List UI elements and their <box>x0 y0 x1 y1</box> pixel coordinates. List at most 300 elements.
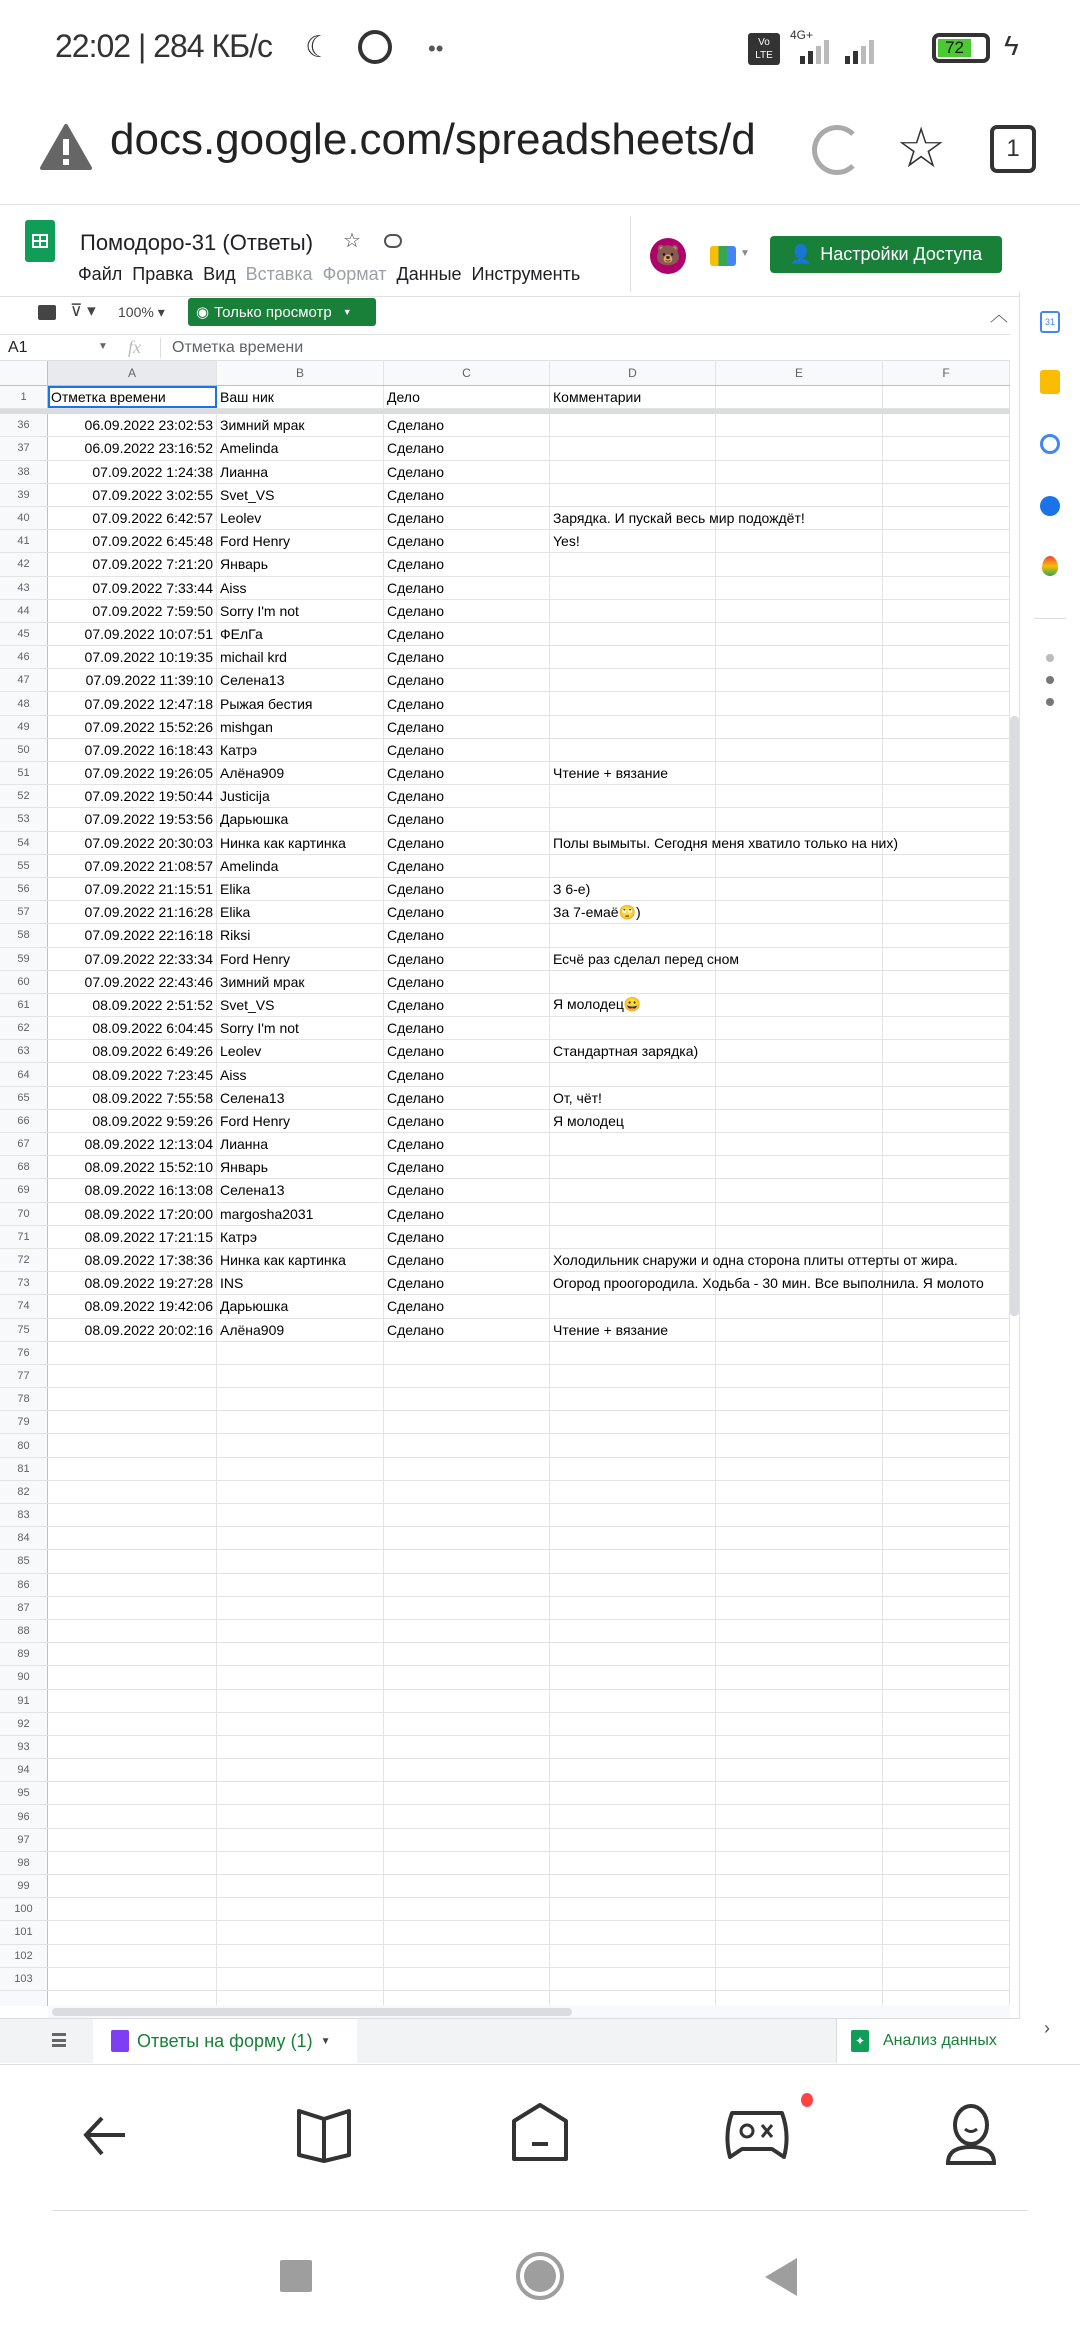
cell-comment[interactable]: Стандартная зарядка) <box>550 1040 716 1062</box>
cell-timestamp[interactable]: 07.09.2022 10:07:51 <box>48 623 217 645</box>
cell-timestamp[interactable]: 07.09.2022 7:21:20 <box>48 553 217 575</box>
row-number[interactable]: 45 <box>0 623 48 645</box>
cell-status[interactable]: Сделано <box>384 623 550 645</box>
cell-empty[interactable] <box>217 1666 384 1688</box>
cell-status[interactable]: Сделано <box>384 414 550 436</box>
cell-status[interactable]: Сделано <box>384 1226 550 1248</box>
cell-comment[interactable] <box>550 1226 716 1248</box>
cell-empty[interactable] <box>716 669 883 691</box>
cell-comment[interactable] <box>550 1156 716 1178</box>
cell-empty[interactable] <box>883 692 1010 714</box>
cell-empty[interactable] <box>883 1319 1010 1341</box>
cell-empty[interactable] <box>716 1504 883 1526</box>
cell-empty[interactable] <box>48 1620 217 1642</box>
menu-tools[interactable]: Инструменть <box>471 264 581 284</box>
cell-comment[interactable] <box>550 1133 716 1155</box>
cell-empty[interactable] <box>883 1829 1010 1851</box>
cell-empty[interactable] <box>883 1759 1010 1781</box>
cell-empty[interactable] <box>384 1550 550 1572</box>
cell-empty[interactable] <box>48 1597 217 1619</box>
cell-empty[interactable] <box>883 1063 1010 1085</box>
expand-panel-chevron-icon[interactable]: › <box>1044 2018 1050 2038</box>
cell-empty[interactable] <box>550 1945 716 1967</box>
cell-nick[interactable]: Дарьюшка <box>217 808 384 830</box>
cell-empty[interactable] <box>883 461 1010 483</box>
cell-empty[interactable] <box>883 808 1010 830</box>
cell-empty[interactable] <box>48 1527 217 1549</box>
cell-empty[interactable] <box>716 1365 883 1387</box>
cell-nick[interactable]: Riksi <box>217 924 384 946</box>
profile-icon[interactable] <box>945 2103 997 2167</box>
cell-nick[interactable]: Селена13 <box>217 1179 384 1201</box>
cell-empty[interactable] <box>550 1342 716 1364</box>
cell-empty[interactable] <box>48 1574 217 1596</box>
cell-empty[interactable] <box>716 901 883 923</box>
cell-nick[interactable]: Svet_VS <box>217 484 384 506</box>
cell-nick[interactable]: Svet_VS <box>217 994 384 1016</box>
cell-comment[interactable] <box>550 577 716 599</box>
contacts-icon[interactable] <box>1040 496 1060 516</box>
cell-comment[interactable]: Чтение + вязание <box>550 762 716 784</box>
cell-empty[interactable] <box>883 1852 1010 1874</box>
cell-empty[interactable] <box>883 1574 1010 1596</box>
row-number[interactable]: 61 <box>0 994 48 1016</box>
cell-empty[interactable] <box>716 1713 883 1735</box>
cell-empty[interactable] <box>550 1759 716 1781</box>
cell-empty[interactable] <box>716 1295 883 1317</box>
warning-icon[interactable] <box>40 123 92 171</box>
cell-empty[interactable] <box>217 1620 384 1642</box>
print-icon[interactable] <box>38 305 56 320</box>
cell-d1[interactable]: Комментарии <box>550 386 716 408</box>
url-text[interactable]: docs.google.com/spreadsheets/d <box>110 115 756 164</box>
cell-nick[interactable]: Катрэ <box>217 1226 384 1248</box>
name-box-dropdown-icon[interactable]: ▼ <box>98 341 108 352</box>
cell-empty[interactable] <box>716 1898 883 1920</box>
cell-comment[interactable] <box>550 669 716 691</box>
cell-empty[interactable] <box>384 1690 550 1712</box>
cell-empty[interactable] <box>217 1829 384 1851</box>
cell-empty[interactable] <box>716 484 883 506</box>
cell-empty[interactable] <box>716 692 883 714</box>
row-number[interactable]: 38 <box>0 461 48 483</box>
row-number[interactable]: 79 <box>0 1411 48 1433</box>
cell-comment[interactable] <box>550 1179 716 1201</box>
cell-empty[interactable] <box>384 1620 550 1642</box>
row-number[interactable]: 90 <box>0 1666 48 1688</box>
cell-empty[interactable] <box>550 1643 716 1665</box>
vertical-scrollbar[interactable] <box>1010 716 1019 1316</box>
cell-empty[interactable] <box>217 1875 384 1897</box>
cell-timestamp[interactable]: 06.09.2022 23:16:52 <box>48 437 217 459</box>
formula-input[interactable]: Отметка времени <box>172 339 304 356</box>
cell-empty[interactable] <box>48 1550 217 1572</box>
cell-timestamp[interactable]: 08.09.2022 15:52:10 <box>48 1156 217 1178</box>
cell-empty[interactable] <box>48 1875 217 1897</box>
cell-empty[interactable] <box>716 1203 883 1225</box>
cell-timestamp[interactable]: 08.09.2022 12:13:04 <box>48 1133 217 1155</box>
cell-comment[interactable]: Есчё раз сделал перед сном <box>550 948 716 970</box>
cell-empty[interactable] <box>550 1898 716 1920</box>
cell-empty[interactable] <box>48 1945 217 1967</box>
cell-empty[interactable] <box>883 623 1010 645</box>
cell-timestamp[interactable]: 07.09.2022 10:19:35 <box>48 646 217 668</box>
cell-timestamp[interactable]: 08.09.2022 6:04:45 <box>48 1017 217 1039</box>
row-number[interactable]: 54 <box>0 832 48 854</box>
cell-empty[interactable] <box>48 1342 217 1364</box>
cell-empty[interactable] <box>48 1852 217 1874</box>
cell-nick[interactable]: INS <box>217 1272 384 1294</box>
cell-empty[interactable] <box>883 1295 1010 1317</box>
cell-empty[interactable] <box>883 1945 1010 1967</box>
cell-empty[interactable] <box>883 1666 1010 1688</box>
cell-empty[interactable] <box>384 1574 550 1596</box>
cell-empty[interactable] <box>716 924 883 946</box>
cell-empty[interactable] <box>384 1713 550 1735</box>
cell-nick[interactable]: Лианна <box>217 1133 384 1155</box>
cell-comment[interactable] <box>550 924 716 946</box>
cell-empty[interactable] <box>716 1087 883 1109</box>
column-header-d[interactable]: D <box>550 361 716 385</box>
cell-comment[interactable] <box>550 1017 716 1039</box>
cell-empty[interactable] <box>384 1643 550 1665</box>
row-number[interactable]: 46 <box>0 646 48 668</box>
cell-empty[interactable] <box>716 1968 883 1990</box>
cell-empty[interactable] <box>716 1040 883 1062</box>
row-number[interactable]: 68 <box>0 1156 48 1178</box>
row-number[interactable]: 47 <box>0 669 48 691</box>
cell-e1[interactable] <box>716 386 883 408</box>
row-number[interactable]: 89 <box>0 1643 48 1665</box>
column-header-c[interactable]: C <box>384 361 550 385</box>
cell-timestamp[interactable]: 07.09.2022 16:18:43 <box>48 739 217 761</box>
row-number[interactable]: 82 <box>0 1481 48 1503</box>
cell-empty[interactable] <box>716 1759 883 1781</box>
cell-status[interactable]: Сделано <box>384 669 550 691</box>
cell-empty[interactable] <box>550 1504 716 1526</box>
cell-status[interactable]: Сделано <box>384 785 550 807</box>
cell-status[interactable]: Сделано <box>384 1063 550 1085</box>
cell-empty[interactable] <box>48 1411 217 1433</box>
cell-empty[interactable] <box>716 1921 883 1943</box>
cell-comment[interactable] <box>550 808 716 830</box>
row-number[interactable]: 37 <box>0 437 48 459</box>
row-number[interactable]: 83 <box>0 1504 48 1526</box>
cell-timestamp[interactable]: 07.09.2022 12:47:18 <box>48 692 217 714</box>
cell-nick[interactable]: Ford Henry <box>217 1110 384 1132</box>
row-number[interactable]: 77 <box>0 1365 48 1387</box>
cell-status[interactable]: Сделано <box>384 577 550 599</box>
cell-empty[interactable] <box>384 1666 550 1688</box>
cell-empty[interactable] <box>48 1504 217 1526</box>
cell-empty[interactable] <box>48 1365 217 1387</box>
cell-empty[interactable] <box>217 1968 384 1990</box>
games-controller-icon[interactable] <box>722 2105 792 2165</box>
row-number[interactable]: 36 <box>0 414 48 436</box>
cell-status[interactable]: Сделано <box>384 1040 550 1062</box>
row-number[interactable]: 71 <box>0 1226 48 1248</box>
cell-timestamp[interactable]: 07.09.2022 3:02:55 <box>48 484 217 506</box>
cell-empty[interactable] <box>217 1434 384 1456</box>
cell-empty[interactable] <box>716 1736 883 1758</box>
sheets-logo-icon[interactable] <box>25 220 55 262</box>
cell-status[interactable]: Сделано <box>384 1295 550 1317</box>
cell-status[interactable]: Сделано <box>384 437 550 459</box>
cell-status[interactable]: Сделано <box>384 1133 550 1155</box>
row-number[interactable]: 44 <box>0 600 48 622</box>
cell-empty[interactable] <box>48 1968 217 1990</box>
cell-empty[interactable] <box>716 1481 883 1503</box>
row-number[interactable]: 97 <box>0 1829 48 1851</box>
cell-status[interactable]: Сделано <box>384 1087 550 1109</box>
cell-nick[interactable]: Лианна <box>217 461 384 483</box>
cell-empty[interactable] <box>716 530 883 552</box>
cell-empty[interactable] <box>48 1690 217 1712</box>
bookmark-star-icon[interactable]: ☆ <box>896 116 947 179</box>
cell-empty[interactable] <box>883 1087 1010 1109</box>
meet-icon[interactable] <box>710 246 736 266</box>
cell-comment[interactable] <box>550 692 716 714</box>
cell-nick[interactable]: Селена13 <box>217 669 384 691</box>
cell-comment[interactable] <box>550 553 716 575</box>
cell-status[interactable]: Сделано <box>384 1017 550 1039</box>
cell-empty[interactable] <box>883 1179 1010 1201</box>
cell-nick[interactable]: Зимний мрак <box>217 971 384 993</box>
cell-empty[interactable] <box>550 1829 716 1851</box>
cell-empty[interactable] <box>217 1991 384 2006</box>
cell-empty[interactable] <box>883 1736 1010 1758</box>
cell-timestamp[interactable]: 08.09.2022 19:27:28 <box>48 1272 217 1294</box>
select-all-corner[interactable] <box>0 361 48 385</box>
cell-empty[interactable] <box>716 1226 883 1248</box>
cell-empty[interactable] <box>217 1365 384 1387</box>
cell-empty[interactable] <box>384 1481 550 1503</box>
cell-empty[interactable] <box>384 1597 550 1619</box>
filter-icon[interactable]: ⊽ ▾ <box>70 301 96 320</box>
cell-empty[interactable] <box>883 484 1010 506</box>
row-number[interactable]: 81 <box>0 1458 48 1480</box>
row-number[interactable]: 69 <box>0 1179 48 1201</box>
cell-empty[interactable] <box>217 1945 384 1967</box>
row-number[interactable]: 58 <box>0 924 48 946</box>
row-number[interactable]: 55 <box>0 855 48 877</box>
cell-empty[interactable] <box>550 1550 716 1572</box>
cell-empty[interactable] <box>716 1434 883 1456</box>
cell-empty[interactable] <box>384 1805 550 1827</box>
cell-empty[interactable] <box>883 1342 1010 1364</box>
cell-comment[interactable]: От, чёт! <box>550 1087 716 1109</box>
cell-empty[interactable] <box>883 1110 1010 1132</box>
cell-empty[interactable] <box>883 1875 1010 1897</box>
cell-timestamp[interactable]: 07.09.2022 7:33:44 <box>48 577 217 599</box>
row-number[interactable]: 60 <box>0 971 48 993</box>
cell-empty[interactable] <box>883 530 1010 552</box>
cell-empty[interactable] <box>384 1852 550 1874</box>
cell-timestamp[interactable]: 07.09.2022 6:45:48 <box>48 530 217 552</box>
zoom-select[interactable]: 100% ▾ <box>118 304 165 320</box>
row-number[interactable]: 86 <box>0 1574 48 1596</box>
row-number[interactable]: 66 <box>0 1110 48 1132</box>
cell-timestamp[interactable]: 08.09.2022 9:59:26 <box>48 1110 217 1132</box>
cell-empty[interactable] <box>883 1481 1010 1503</box>
menu-view[interactable]: Вид <box>203 264 236 284</box>
cell-empty[interactable] <box>550 1805 716 1827</box>
cell-status[interactable]: Сделано <box>384 994 550 1016</box>
cell-status[interactable]: Сделано <box>384 692 550 714</box>
row-number[interactable] <box>0 1991 48 2006</box>
star-icon[interactable]: ☆ <box>343 230 361 252</box>
row-number[interactable]: 72 <box>0 1249 48 1271</box>
cell-timestamp[interactable]: 07.09.2022 19:26:05 <box>48 762 217 784</box>
cell-status[interactable]: Сделано <box>384 716 550 738</box>
cell-timestamp[interactable]: 07.09.2022 21:08:57 <box>48 855 217 877</box>
column-header-f[interactable]: F <box>883 361 1010 385</box>
cell-empty[interactable] <box>716 577 883 599</box>
row-number[interactable]: 92 <box>0 1713 48 1735</box>
row-number[interactable]: 48 <box>0 692 48 714</box>
cell-status[interactable]: Сделано <box>384 901 550 923</box>
cell-timestamp[interactable]: 08.09.2022 2:51:52 <box>48 994 217 1016</box>
cell-comment[interactable]: Yes! <box>550 530 716 552</box>
cell-nick[interactable]: Рыжая бестия <box>217 692 384 714</box>
cell-empty[interactable] <box>550 1713 716 1735</box>
cell-empty[interactable] <box>883 1805 1010 1827</box>
cell-f1[interactable] <box>883 386 1010 408</box>
row-number[interactable]: 103 <box>0 1968 48 1990</box>
cell-empty[interactable] <box>883 901 1010 923</box>
cell-comment[interactable] <box>550 739 716 761</box>
cell-empty[interactable] <box>550 1574 716 1596</box>
cell-empty[interactable] <box>384 1365 550 1387</box>
cell-timestamp[interactable]: 07.09.2022 7:59:50 <box>48 600 217 622</box>
cell-timestamp[interactable]: 07.09.2022 22:33:34 <box>48 948 217 970</box>
cell-nick[interactable]: Алёна909 <box>217 762 384 784</box>
cell-empty[interactable] <box>48 1736 217 1758</box>
cell-empty[interactable] <box>550 1481 716 1503</box>
cell-empty[interactable] <box>716 1550 883 1572</box>
cell-empty[interactable] <box>883 1782 1010 1804</box>
cell-status[interactable]: Сделано <box>384 1110 550 1132</box>
cell-empty[interactable] <box>883 1040 1010 1062</box>
row-number[interactable]: 76 <box>0 1342 48 1364</box>
cell-timestamp[interactable]: 08.09.2022 17:21:15 <box>48 1226 217 1248</box>
cell-status[interactable]: Сделано <box>384 530 550 552</box>
cell-timestamp[interactable]: 07.09.2022 21:16:28 <box>48 901 217 923</box>
menu-file[interactable]: Файл <box>78 264 123 284</box>
cell-empty[interactable] <box>716 1319 883 1341</box>
cell-empty[interactable] <box>883 1133 1010 1155</box>
back-triangle-icon[interactable] <box>765 2258 797 2296</box>
cell-empty[interactable] <box>217 1736 384 1758</box>
cell-timestamp[interactable]: 07.09.2022 1:24:38 <box>48 461 217 483</box>
collapse-chevron-icon[interactable]: ︿ <box>990 305 1008 325</box>
cell-nick[interactable]: ФЕлГа <box>217 623 384 645</box>
cell-empty[interactable] <box>217 1388 384 1410</box>
cell-empty[interactable] <box>550 1365 716 1387</box>
cell-empty[interactable] <box>883 1156 1010 1178</box>
cell-nick[interactable]: Январь <box>217 553 384 575</box>
cell-empty[interactable] <box>217 1805 384 1827</box>
cell-comment[interactable] <box>550 461 716 483</box>
cell-comment[interactable]: Зарядка. И пускай весь мир подождёт! <box>550 507 716 529</box>
cell-nick[interactable]: Leolev <box>217 1040 384 1062</box>
cell-empty[interactable] <box>716 1991 883 2006</box>
row-number[interactable]: 99 <box>0 1875 48 1897</box>
cell-empty[interactable] <box>48 1713 217 1735</box>
cell-empty[interactable] <box>716 1342 883 1364</box>
cell-empty[interactable] <box>217 1643 384 1665</box>
cell-empty[interactable] <box>48 1434 217 1456</box>
cell-empty[interactable] <box>550 1620 716 1642</box>
cell-empty[interactable] <box>550 1434 716 1456</box>
cell-empty[interactable] <box>883 994 1010 1016</box>
cell-empty[interactable] <box>716 1782 883 1804</box>
cell-empty[interactable] <box>716 1829 883 1851</box>
cell-timestamp[interactable]: 07.09.2022 21:15:51 <box>48 878 217 900</box>
cell-empty[interactable] <box>550 1527 716 1549</box>
cell-empty[interactable] <box>217 1852 384 1874</box>
tasks-icon[interactable] <box>1040 434 1060 454</box>
cell-status[interactable]: Сделано <box>384 461 550 483</box>
cell-empty[interactable] <box>716 437 883 459</box>
cell-nick[interactable]: Elika <box>217 901 384 923</box>
row-number[interactable]: 65 <box>0 1087 48 1109</box>
cell-empty[interactable] <box>48 1898 217 1920</box>
home-button-icon[interactable] <box>516 2252 564 2300</box>
cell-empty[interactable] <box>716 762 883 784</box>
cell-empty[interactable] <box>883 1527 1010 1549</box>
column-header-a[interactable]: A <box>48 361 217 385</box>
cell-empty[interactable] <box>883 948 1010 970</box>
cell-empty[interactable] <box>716 1156 883 1178</box>
cell-empty[interactable] <box>883 1898 1010 1920</box>
cell-empty[interactable] <box>217 1458 384 1480</box>
all-sheets-icon[interactable] <box>52 2033 66 2047</box>
cell-empty[interactable] <box>384 1458 550 1480</box>
cell-empty[interactable] <box>217 1342 384 1364</box>
cell-timestamp[interactable]: 08.09.2022 19:42:06 <box>48 1295 217 1317</box>
cell-empty[interactable] <box>550 1991 716 2006</box>
cell-timestamp[interactable]: 08.09.2022 20:02:16 <box>48 1319 217 1341</box>
cell-empty[interactable] <box>217 1898 384 1920</box>
row-number[interactable]: 98 <box>0 1852 48 1874</box>
row-number[interactable]: 100 <box>0 1898 48 1920</box>
cell-empty[interactable] <box>550 1875 716 1897</box>
cell-empty[interactable] <box>384 1411 550 1433</box>
cell-status[interactable]: Сделано <box>384 600 550 622</box>
cell-empty[interactable] <box>883 971 1010 993</box>
row-number[interactable]: 50 <box>0 739 48 761</box>
row-number[interactable]: 70 <box>0 1203 48 1225</box>
cell-empty[interactable] <box>384 1527 550 1549</box>
cell-nick[interactable]: Дарьюшка <box>217 1295 384 1317</box>
cell-empty[interactable] <box>883 1458 1010 1480</box>
cell-status[interactable]: Сделано <box>384 1249 550 1271</box>
row-number[interactable]: 74 <box>0 1295 48 1317</box>
cell-empty[interactable] <box>716 1458 883 1480</box>
row-number[interactable]: 59 <box>0 948 48 970</box>
calendar-icon[interactable]: 31 <box>1040 311 1060 333</box>
cell-empty[interactable] <box>550 1666 716 1688</box>
row-number[interactable]: 53 <box>0 808 48 830</box>
cell-empty[interactable] <box>716 414 883 436</box>
explore-button[interactable] <box>836 2019 1020 2063</box>
cell-empty[interactable] <box>48 1991 217 2006</box>
cell-empty[interactable] <box>716 785 883 807</box>
cell-status[interactable]: Сделано <box>384 507 550 529</box>
menu-format[interactable]: Формат <box>322 264 387 284</box>
cell-empty[interactable] <box>384 1945 550 1967</box>
